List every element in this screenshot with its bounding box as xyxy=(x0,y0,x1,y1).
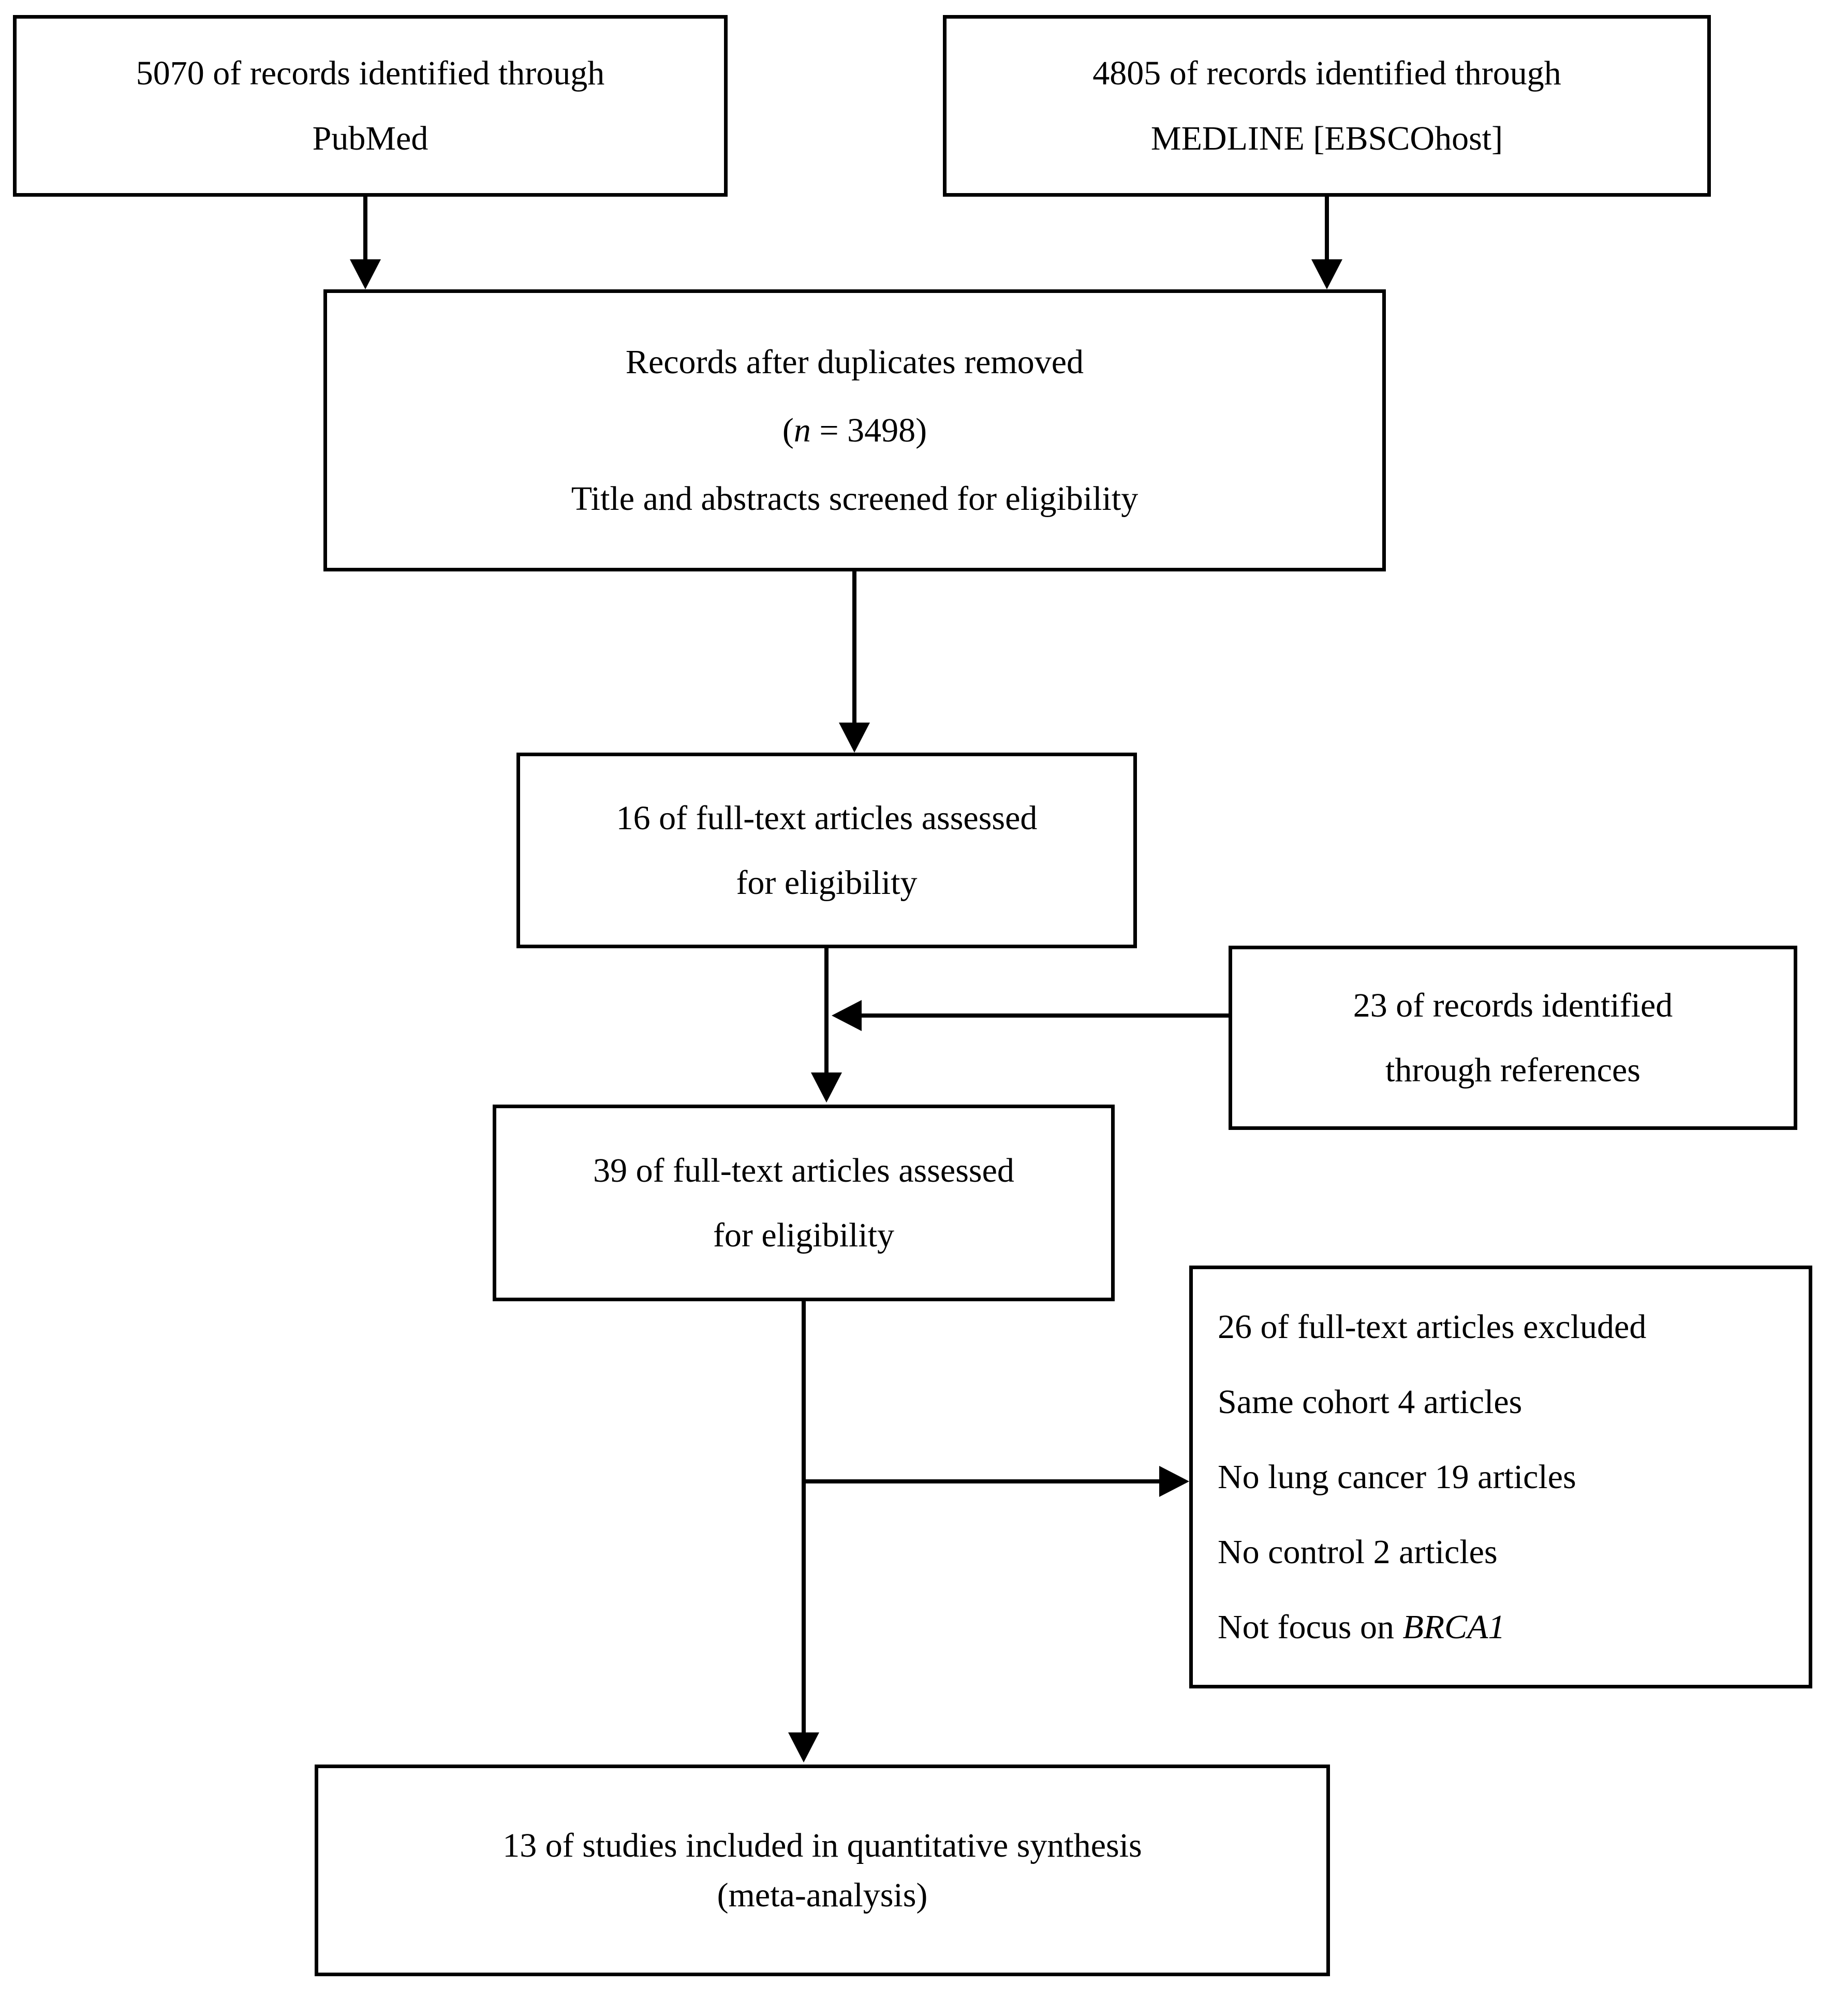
box-pubmed-records xyxy=(13,15,728,197)
box-excluded-line2: Same cohort 4 articles xyxy=(1218,1383,1522,1421)
arrow-pubmed-to-duplicates-line xyxy=(363,197,367,264)
box-medline-line2: MEDLINE [EBSCOhost] xyxy=(1150,119,1503,157)
brca1-gene-label: BRCA1 xyxy=(1402,1608,1505,1647)
box-included-line2: (meta-analysis) xyxy=(717,1876,928,1914)
arrow-duplicates-to-fulltext16-line xyxy=(852,571,856,727)
box-excluded-line1: 26 of full-text articles excluded xyxy=(1218,1307,1647,1346)
box-references xyxy=(1229,946,1797,1130)
box-fulltext16-line1: 16 of full-text articles assessed xyxy=(616,799,1038,837)
box-fulltext-39 xyxy=(493,1105,1115,1301)
box-duplicates-line2 xyxy=(782,396,927,465)
box-fulltext39-line1: 39 of full-text articles assessed xyxy=(593,1151,1014,1189)
arrow-pubmed-to-duplicates-head xyxy=(350,259,381,289)
box-references-line1: 23 of records identified xyxy=(1353,986,1673,1024)
arrow-references-to-junction-head xyxy=(832,1000,862,1031)
excluded-line5-text: Not focus on xyxy=(1218,1608,1403,1647)
n-count-value: = 3498) xyxy=(810,411,927,449)
box-medline-records xyxy=(943,15,1711,197)
box-duplicates-removed xyxy=(323,289,1386,571)
arrow-medline-to-duplicates-head xyxy=(1311,259,1342,289)
box-excluded xyxy=(1189,1266,1812,1688)
box-fulltext39-line2: for eligibility xyxy=(713,1216,895,1254)
box-pubmed-line1: 5070 of records identified through xyxy=(136,54,605,93)
arrow-branch-to-excluded-head xyxy=(1159,1466,1189,1497)
arrow-duplicates-to-fulltext16-head xyxy=(839,723,870,753)
box-medline-line1: 4805 of records identified through xyxy=(1092,54,1561,93)
box-fulltext-16 xyxy=(516,753,1137,948)
box-included-line1: 13 of studies included in quantitative synthesis xyxy=(502,1826,1142,1864)
box-pubmed-line2: PubMed xyxy=(312,119,428,157)
arrow-fulltext39-to-included-head xyxy=(788,1732,819,1762)
box-included xyxy=(315,1765,1330,1976)
n-symbol: n xyxy=(793,411,811,449)
arrow-references-to-junction-line xyxy=(861,1013,1229,1018)
n-count-open: ( xyxy=(782,411,794,449)
box-excluded-line5 xyxy=(1218,1590,1505,1665)
arrow-fulltext39-to-included-line xyxy=(802,1301,806,1737)
arrow-fulltext16-to-fulltext39-head xyxy=(811,1072,842,1103)
box-duplicates-line3: Title and abstracts screened for eligibility xyxy=(571,479,1139,518)
box-fulltext16-line2: for eligibility xyxy=(736,864,918,902)
arrow-medline-to-duplicates-line xyxy=(1325,197,1329,264)
box-excluded-line4: No control 2 articles xyxy=(1218,1533,1498,1571)
arrow-branch-to-excluded-line xyxy=(804,1479,1161,1483)
arrow-fulltext16-to-fulltext39-line xyxy=(824,948,829,1077)
box-excluded-line3: No lung cancer 19 articles xyxy=(1218,1458,1576,1496)
box-duplicates-line1: Records after duplicates removed xyxy=(625,343,1084,381)
box-references-line2: through references xyxy=(1385,1051,1640,1089)
